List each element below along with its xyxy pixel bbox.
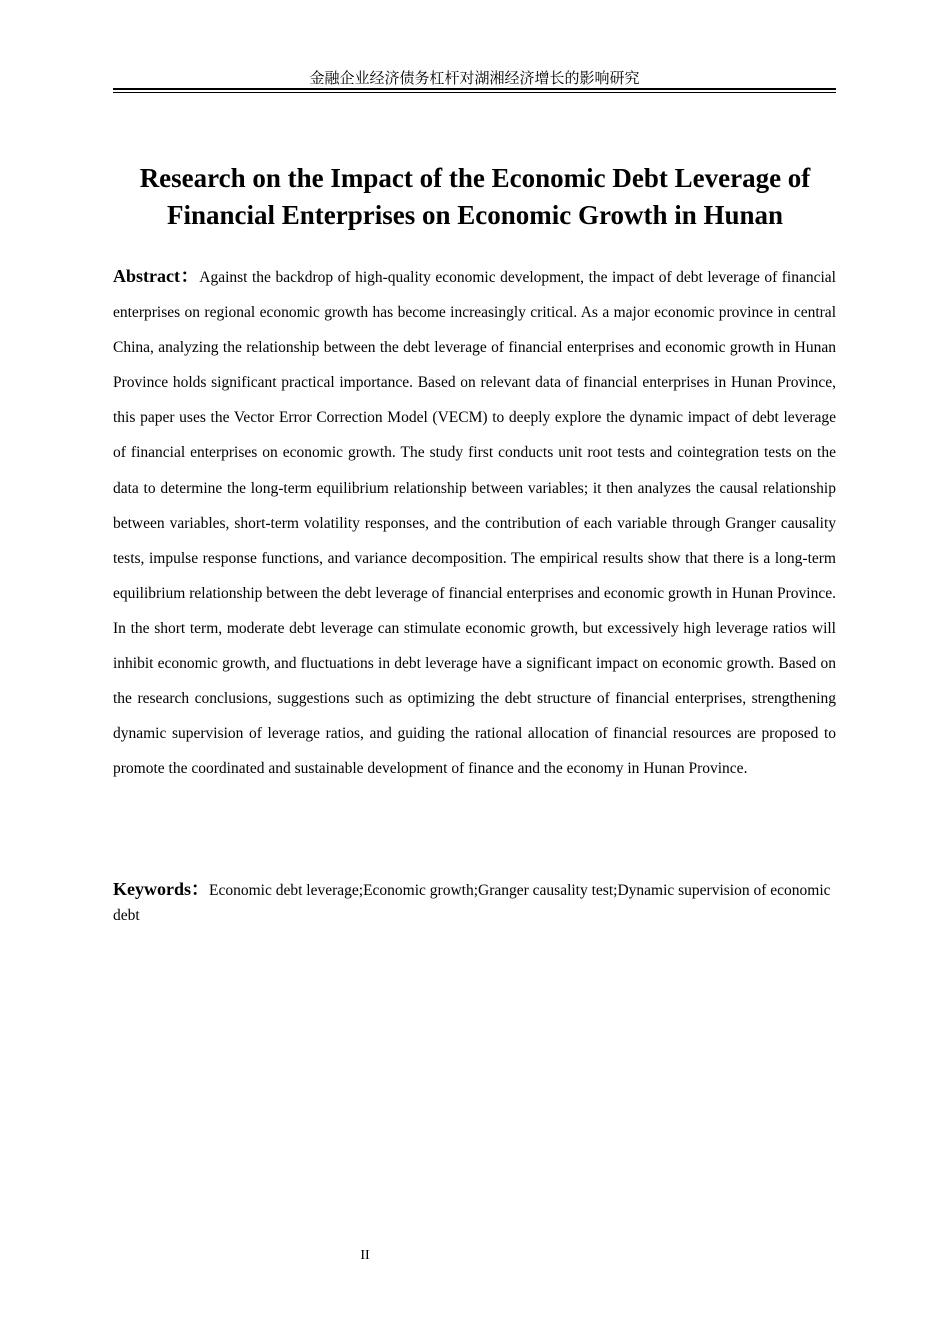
running-header: 金融企业经济债务杠杆对湖湘经济增长的影响研究 <box>309 69 640 87</box>
page-number: II <box>360 1248 370 1263</box>
keywords-label: Keywords： <box>113 879 209 899</box>
keywords-paragraph <box>113 877 836 928</box>
abstract-text: Against the backdrop of high-quality economic development, the impact of debt leverage of financial enterprises on regional economic growth has become increasingly critical. As a major economic province in central China, analyzing the relationship between the debt leverage of financial enterprises and economic growth in Hunan Province holds significant practical importance. Based on relevant data of financial enterprises in Hunan Province, this paper uses the Vector Error Correction Model (VECM) to deeply explore the dynamic impact of debt leverage of financial enterprises on economic growth. The study first conducts unit root tests and cointegration tests on the data to determine the long-term equilibrium relationship between variables; it then analyzes the causal relationship between variables, short-term volatility responses, and the contribution of each variable through Granger causality tests, impulse response functions, and variance decomposition. The empirical results show that there is a long-term equilibrium relationship between the debt leverage of financial enterprises and economic growth in Hunan Province. In the short term, moderate debt leverage can stimulate economic growth, but excessively high leverage ratios will inhibit economic growth, and fluctuations in debt leverage have a significant impact on economic growth. Based on the research conclusions, suggestions such as optimizing the debt structure of financial enterprises, strengthening dynamic supervision of leverage ratios, and guiding the rational allocation of financial resources are proposed to promote the coordinated and sustainable development of finance and the economy in Hunan Province. <box>113 269 836 778</box>
abstract-label: Abstract： <box>113 266 200 286</box>
keywords-text: Economic debt leverage;Economic growth;Granger causality test;Dynamic supervision of economic debt <box>113 882 831 924</box>
header-rule-thin <box>113 92 836 93</box>
header-rule-thick <box>113 88 836 90</box>
abstract-paragraph <box>113 259 836 786</box>
paper-title: Research on the Impact of the Economic Debt Leverage of Financial Enterprises on Economic Growth in Hunan <box>139 163 811 230</box>
